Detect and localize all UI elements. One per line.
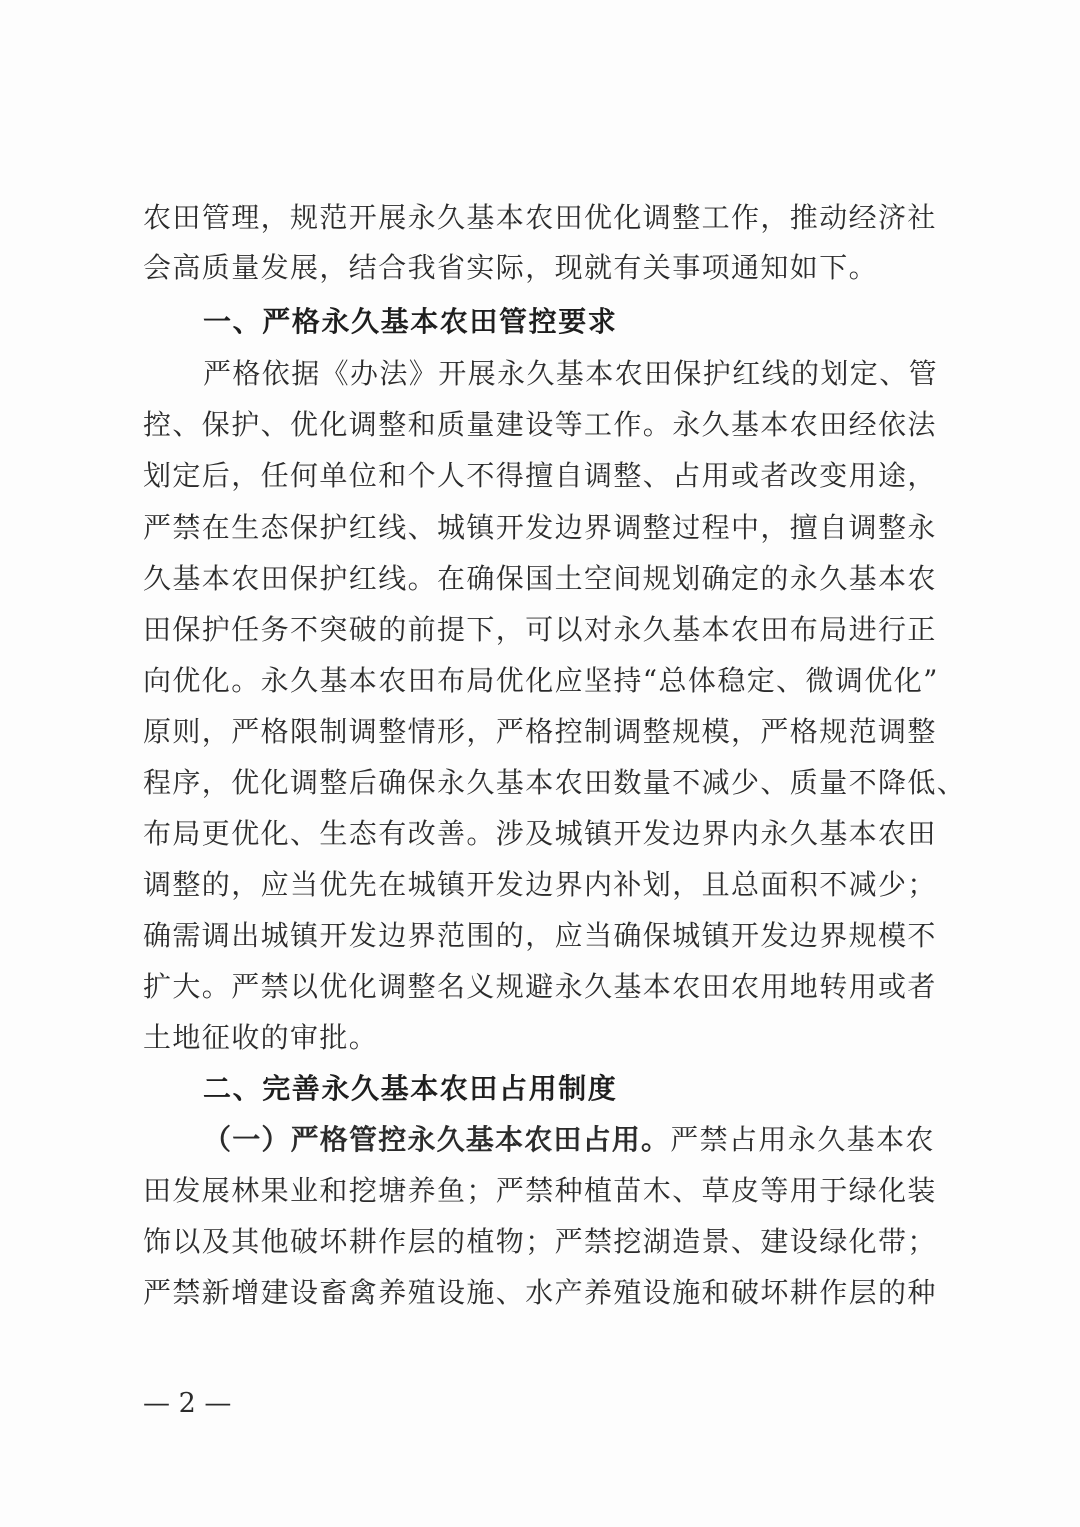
subsection-1-lead: （一）严格管控永久基本农田占用。 (203, 1123, 671, 1156)
section-1-paragraph-line: 土地征收的审批。 (143, 1021, 379, 1054)
intro-line-1: 农田管理，规范开展永久基本农田优化调整工作，推动经济社 (143, 201, 937, 234)
section-1-paragraph-line: 严格依据《办法》开展永久基本农田保护红线的划定、管 (203, 357, 939, 390)
section-1-paragraph-line: 久基本农田保护红线。在确保国土空间规划确定的永久基本农 (143, 562, 937, 595)
section-1-paragraph-line: 划定后，任何单位和个人不得擅自调整、占用或者改变用途， (143, 459, 937, 492)
section-1-paragraph-line: 程序，优化调整后确保永久基本农田数量不减少、质量不降低、 (143, 766, 967, 799)
section-1-paragraph-line: 田保护任务不突破的前提下，可以对永久基本农田布局进行正 (143, 613, 937, 646)
section-1-paragraph-line: 调整的，应当优先在城镇开发边界内补划，且总面积不减少； (143, 868, 937, 901)
section-1-paragraph-line: 扩大。严禁以优化调整名义规避永久基本农田农用地转用或者 (143, 970, 937, 1003)
section-1-heading: 一、严格永久基本农田管控要求 (203, 305, 618, 338)
section-1-paragraph-line: 布局更优化、生态有改善。涉及城镇开发边界内永久基本农田 (143, 817, 937, 850)
intro-line-2: 会高质量发展，结合我省实际，现就有关事项通知如下。 (143, 251, 879, 284)
section-1-paragraph-line: 向优化。永久基本农田布局优化应坚持“总体稳定、微调优化” (143, 664, 939, 697)
section-1-paragraph-line: 控、保护、优化调整和质量建设等工作。永久基本农田经依法 (143, 408, 937, 441)
subsection-1-line: 严禁新增建设畜禽养殖设施、水产养殖设施和破坏耕作层的种 (143, 1276, 937, 1309)
section-1-paragraph-line: 原则，严格限制调整情形，严格控制调整规模，严格规范调整 (143, 715, 937, 748)
subsection-1-line: 田发展林果业和挖塘养鱼；严禁种植苗木、草皮等用于绿化装 (143, 1174, 937, 1207)
subsection-1-line: 饰以及其他破坏耕作层的植物；严禁挖湖造景、建设绿化带； (143, 1225, 937, 1258)
page-number: — 2 — (143, 1388, 232, 1419)
section-1-paragraph-line: 确需调出城镇开发边界范围的，应当确保城镇开发边界规模不 (143, 919, 937, 952)
section-2-heading: 二、完善永久基本农田占用制度 (203, 1072, 618, 1105)
subsection-1-first-line-text: 严禁占用永久基本农 (670, 1123, 935, 1156)
section-1-paragraph-line: 严禁在生态保护红线、城镇开发边界调整过程中，擅自调整永 (143, 511, 937, 544)
subsection-1-first-line (203, 1120, 1003, 1160)
